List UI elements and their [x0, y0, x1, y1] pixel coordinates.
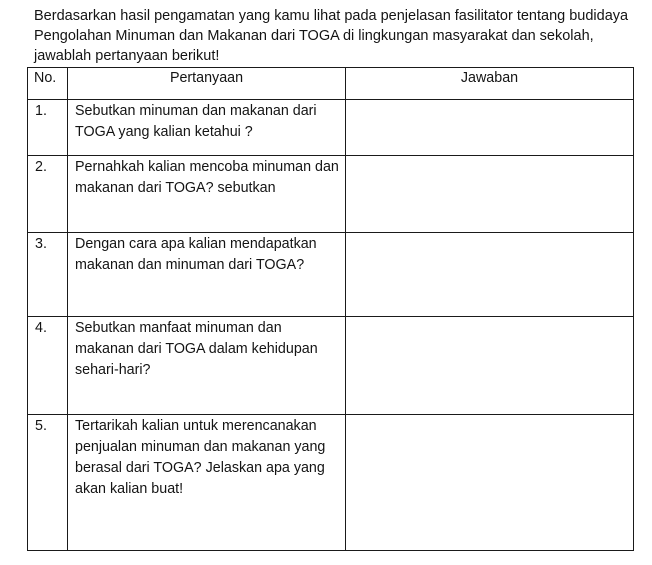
- header-question: Pertanyaan: [68, 68, 346, 100]
- question-text: Tertarikah kalian untuk merencanakan penjualan minuman dan makanan yang berasal dari TOGA? Jelaskan apa yang akan kalian buat!: [68, 415, 346, 551]
- table-header-row: [28, 68, 634, 100]
- question-text: Dengan cara apa kalian mendapatkan makanan dan minuman dari TOGA?: [68, 233, 346, 317]
- row-number: 1.: [28, 100, 68, 156]
- question-table: [27, 67, 634, 551]
- table-row: [28, 156, 634, 233]
- answer-cell[interactable]: [346, 415, 634, 551]
- table-row: [28, 100, 634, 156]
- table-row: [28, 233, 634, 317]
- answer-cell[interactable]: [346, 156, 634, 233]
- table-row: [28, 415, 634, 551]
- question-text: Sebutkan minuman dan makanan dari TOGA yang kalian ketahui ?: [68, 100, 346, 156]
- header-no: No.: [28, 68, 68, 100]
- answer-cell[interactable]: [346, 100, 634, 156]
- header-answer: Jawaban: [346, 68, 634, 100]
- row-number: 4.: [28, 317, 68, 415]
- question-text: Sebutkan manfaat minuman dan makanan dari TOGA dalam kehidupan sehari-hari?: [68, 317, 346, 415]
- row-number: 2.: [28, 156, 68, 233]
- row-number: 3.: [28, 233, 68, 317]
- row-number: 5.: [28, 415, 68, 551]
- question-text: Pernahkah kalian mencoba minuman dan makanan dari TOGA? sebutkan: [68, 156, 346, 233]
- answer-cell[interactable]: [346, 317, 634, 415]
- instruction-text: Berdasarkan hasil pengamatan yang kamu lihat pada penjelasan fasilitator tentang budidaya Pengolahan Minuman dan Makanan dari TOGA di lingkungan masyarakat dan sekolah, jawablah pertanyaan berikut!: [34, 8, 629, 64]
- answer-cell[interactable]: [346, 233, 634, 317]
- table-row: [28, 317, 634, 415]
